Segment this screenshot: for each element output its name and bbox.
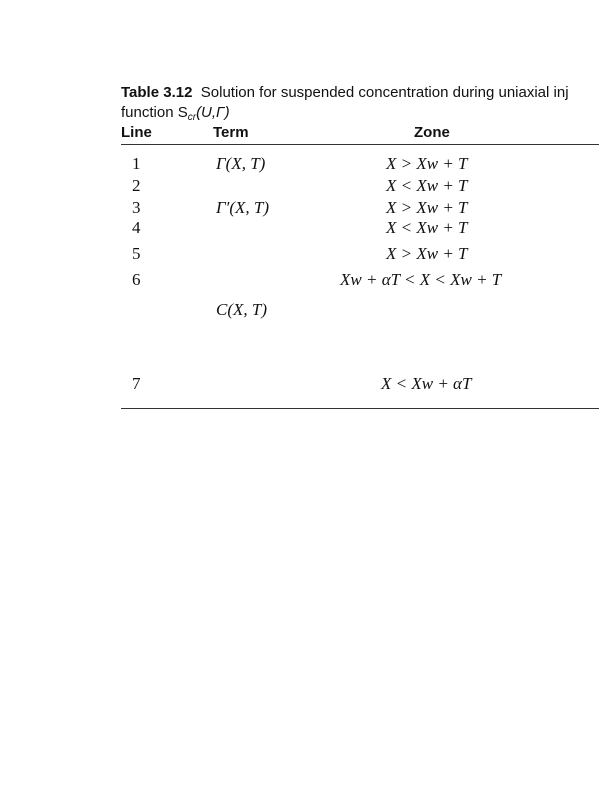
row-6-line: 6 [132,270,141,289]
caption-function-prefix: function S [121,104,188,121]
row-4-line: 4 [132,218,141,237]
column-header-zone: Zone [414,124,450,141]
row-3-zone: X > Xw + T [386,198,468,217]
row-7-line: 7 [132,374,141,393]
table-top-rule [121,144,599,145]
row-1-line: 1 [132,154,141,173]
row-2-zone: X < Xw + T [386,176,468,195]
row-3-term: Γ′(X, T) [216,198,270,217]
row-c-term: C(X, T) [216,300,267,319]
caption-function-subscript: cr [187,112,197,123]
caption-function-args: (U,Γ) [196,104,230,121]
caption-line-1 [121,84,569,102]
row-5-line: 5 [132,244,141,263]
row-1-zone: X > Xw + T [386,154,468,173]
caption-text: Solution for suspended concentration during uniaxial inj [200,84,569,101]
row-6-zone: Xw + αT < X < Xw + T [340,270,502,289]
table-bottom-rule [121,408,599,409]
row-5-zone: X > Xw + T [386,244,468,263]
row-3-line: 3 [132,198,141,217]
column-header-term: Term [213,124,249,141]
table-number: Table 3.12 [121,84,193,101]
row-4-zone: X < Xw + T [386,218,468,237]
column-header-line: Line [121,124,152,141]
row-1-term: Γ(X, T) [216,154,266,173]
row-2-line: 2 [132,176,141,195]
row-7-zone: X < Xw + αT [381,374,472,393]
